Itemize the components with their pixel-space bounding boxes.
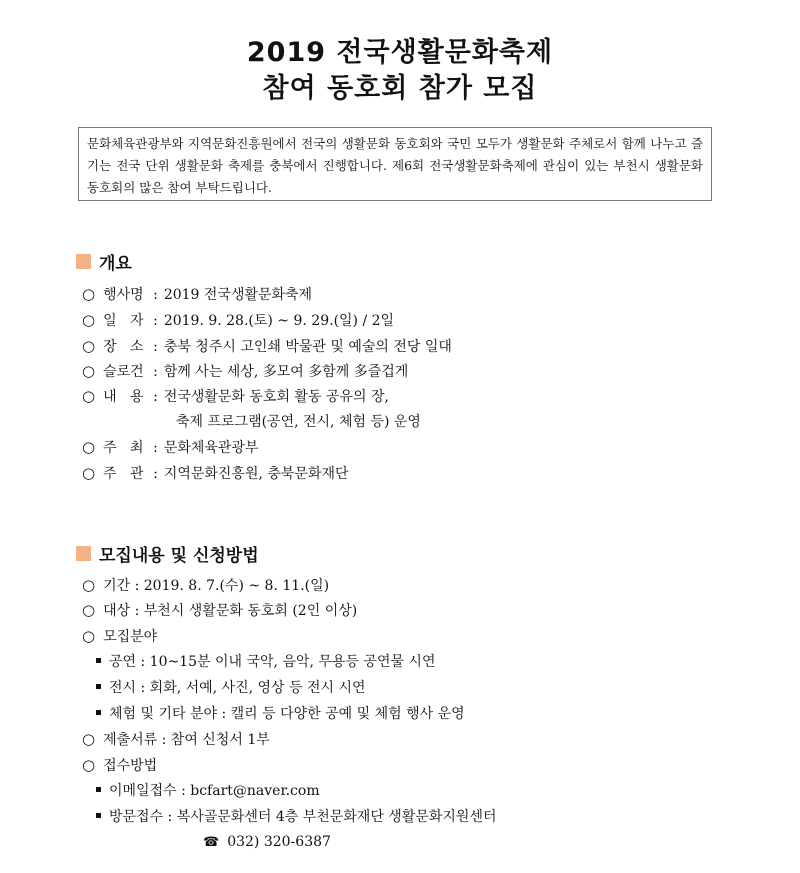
field-experience <box>96 704 465 724</box>
recruit-target <box>82 600 357 621</box>
recruit-method <box>82 755 157 776</box>
item-text: 제출서류 : 참여 신청서 1부 <box>103 732 270 748</box>
colon: : <box>153 440 158 456</box>
square-bullet-icon <box>96 787 101 792</box>
circle-bullet-icon: ○ <box>82 285 96 303</box>
section-recruit-title: 모집내용 및 신청방법 <box>99 546 259 566</box>
item-value: 함께 사는 세상, 多모여 多함께 多즐겁게 <box>163 364 409 380</box>
overview-item-organizer <box>82 463 349 484</box>
item-value: 2019. 9. 28.(토) ~ 9. 29.(일) / 2일 <box>163 313 395 329</box>
item-text: 모집분야 <box>103 629 158 645</box>
overview-item-slogan <box>82 361 408 382</box>
section-recruit-heading <box>76 541 259 566</box>
page-subtitle: 참여 동호회 참가 모집 <box>262 73 538 104</box>
phone-icon: ☎ <box>203 835 220 850</box>
circle-bullet-icon: ○ <box>82 438 96 456</box>
circle-bullet-icon: ○ <box>82 311 96 329</box>
item-text: 체험 및 기타 분야 : 캘리 등 다양한 공예 및 체험 행사 운영 <box>109 706 465 722</box>
item-value: 2019 전국생활문화축제 <box>163 287 313 303</box>
square-bullet-icon <box>96 813 101 818</box>
item-label: 주 최 <box>103 440 144 456</box>
circle-bullet-icon: ○ <box>82 756 96 774</box>
item-text: 이메일접수 : bcfart@naver.com <box>109 783 320 799</box>
item-text: 대상 : 부천시 생활문화 동호회 (2인 이상) <box>103 603 358 619</box>
section-marker-icon <box>76 254 91 269</box>
item-text: 접수방법 <box>103 758 158 774</box>
item-value: 전국생활문화 동호회 활동 공유의 장, <box>163 389 389 405</box>
page-title: 2019 전국생활문화축제 <box>246 37 554 68</box>
circle-bullet-icon: ○ <box>82 464 96 482</box>
method-email <box>96 781 320 801</box>
recruit-documents <box>82 729 270 750</box>
recruit-fields <box>82 626 157 647</box>
colon: : <box>153 287 158 303</box>
overview-content-continued: 축제 프로그램(공연, 전시, 체험 등) 운영 <box>176 414 421 430</box>
overview-item-date <box>82 310 394 331</box>
item-label: 슬로건 <box>103 364 144 380</box>
circle-bullet-icon: ○ <box>82 730 96 748</box>
item-text: 방문접수 : 복사골문화센터 4층 부천문화재단 생활문화지원센터 <box>109 809 497 825</box>
colon: : <box>153 313 158 329</box>
overview-item-place <box>82 336 452 357</box>
item-label: 행사명 <box>103 287 144 303</box>
field-exhibition <box>96 678 366 698</box>
colon: : <box>153 466 158 482</box>
intro-box: 문화체육관광부와 지역문화진흥원에서 전국의 생활문화 동호회와 국민 모두가 생활문화 주체로서 함께 나누고 즐기는 전국 단위 생활문화 축제를 충북에서 진행합니다. 제6회 전국생활문화축제에 관심이 있는 부천시 생활문화 동호회의 많은 참여 부탁드립니다. <box>78 127 712 201</box>
contact-phone <box>203 832 331 853</box>
square-bullet-icon <box>96 684 101 689</box>
item-text: 기간 : 2019. 8. 7.(수) ~ 8. 11.(일) <box>103 578 330 594</box>
section-marker-icon <box>76 546 91 561</box>
recruit-period <box>82 575 329 596</box>
square-bullet-icon <box>96 658 101 663</box>
item-label: 일 자 <box>103 313 144 329</box>
overview-item-host <box>82 437 258 458</box>
item-text: 공연 : 10~15분 이내 국악, 음악, 무용등 공연물 시연 <box>109 654 436 670</box>
circle-bullet-icon: ○ <box>82 362 96 380</box>
field-performance <box>96 652 436 672</box>
phone-number: 032) 320-6387 <box>227 834 331 850</box>
item-label: 장 소 <box>103 339 144 355</box>
circle-bullet-icon: ○ <box>82 627 96 645</box>
item-value: 지역문화진흥원, 충북문화재단 <box>163 466 349 482</box>
circle-bullet-icon: ○ <box>82 601 96 619</box>
item-text: 전시 : 회화, 서예, 사진, 영상 등 전시 시연 <box>109 680 366 696</box>
circle-bullet-icon: ○ <box>82 576 96 594</box>
item-value: 문화체육관광부 <box>163 440 259 456</box>
method-visit <box>96 807 497 827</box>
circle-bullet-icon: ○ <box>82 387 96 405</box>
item-label: 주 관 <box>103 466 144 482</box>
colon: : <box>153 339 158 355</box>
square-bullet-icon <box>96 710 101 715</box>
circle-bullet-icon: ○ <box>82 337 96 355</box>
item-label: 내 용 <box>103 389 144 405</box>
colon: : <box>153 364 158 380</box>
section-overview-heading <box>76 249 132 274</box>
overview-item-name <box>82 284 312 305</box>
item-value: 충북 청주시 고인쇄 박물관 및 예술의 전당 일대 <box>163 339 452 355</box>
overview-item-content <box>82 386 389 407</box>
section-overview-title: 개요 <box>99 254 132 274</box>
colon: : <box>153 389 158 405</box>
